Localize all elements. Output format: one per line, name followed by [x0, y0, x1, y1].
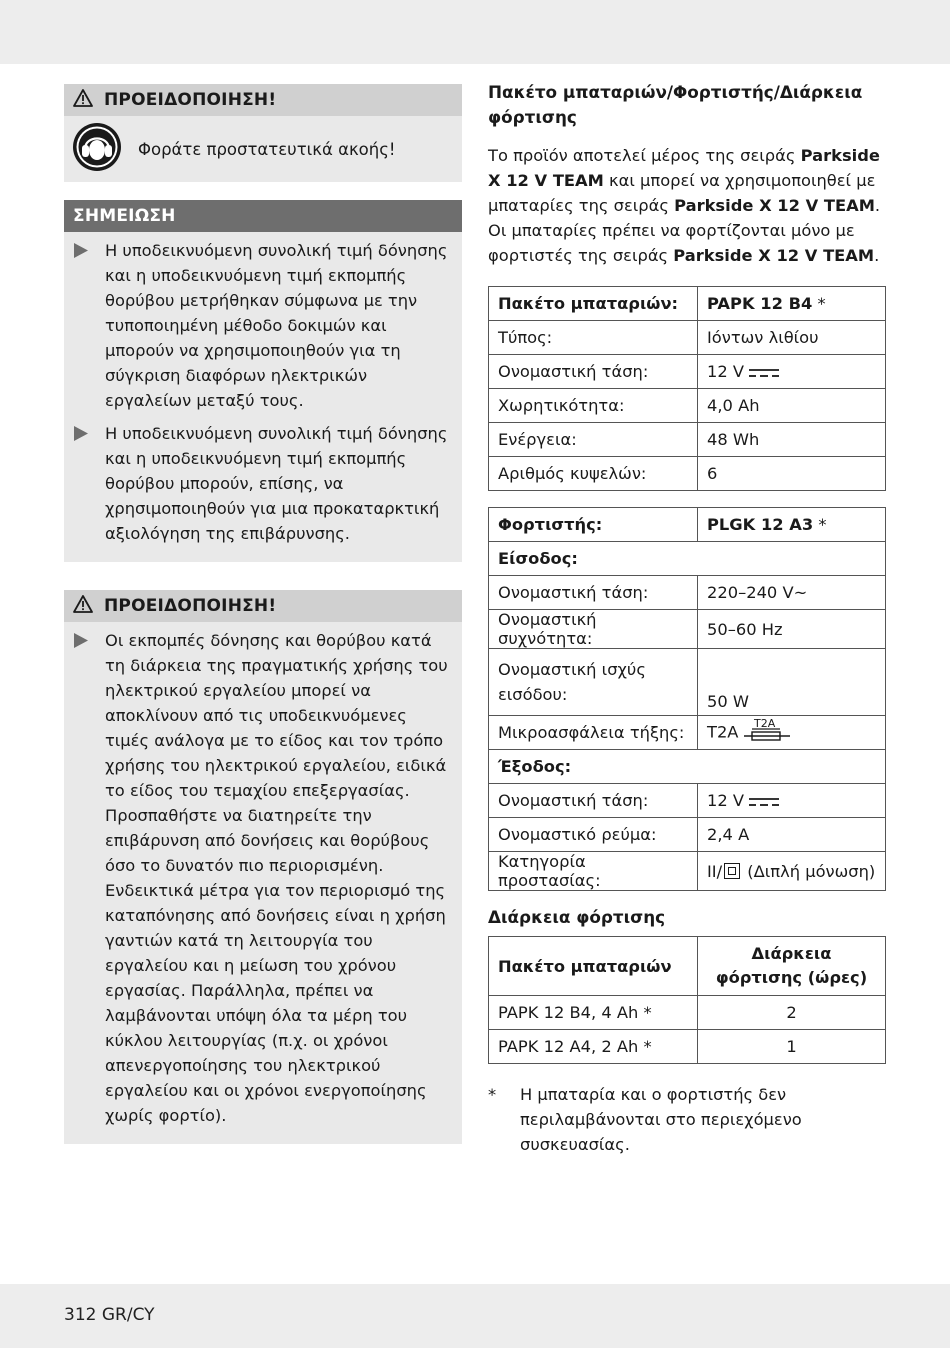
warning-item-text: Οι εκπομπές δόνησης και θορύβου κατά τη διάρκεια της πραγματικής χρήσης του ηλεκτρικού εργαλείου μπορεί να αποκλίνουν από τις υποδεικνυόμενες τιμές ανάλογα με το είδος και τον τρόπο χρήσης του ηλεκτρικού εργαλείου, ειδικά το είδος του τεμαχίου επεξεργασίας.	[105, 631, 448, 800]
ear-protection-icon	[72, 122, 122, 176]
note-box	[64, 200, 462, 562]
charger-header-label: Φορτιστής:	[489, 508, 698, 542]
table-row: Ονομαστική ισχύς εισόδου: 50 W	[489, 649, 886, 716]
warning-header	[64, 590, 462, 622]
right-column	[488, 80, 886, 1157]
table-row: PAPK 12 A4, 2 Ah * 1	[489, 1030, 886, 1064]
top-band	[0, 0, 950, 64]
brand-name: Parkside X 12 V TEAM	[488, 146, 880, 190]
warning-triangle-icon	[73, 595, 95, 618]
table-row: Ενέργεια: 48 Wh	[489, 423, 886, 457]
table-row: Χωρητικότητα: 4,0 Ah	[489, 389, 886, 423]
table-header-row	[489, 937, 886, 996]
charger-header-value: PLGK 12 A3 *	[698, 508, 886, 542]
section-paragraph: Το προϊόν αποτελεί μέρος της σειράς Parkside X 12 V TEAM και μπορεί να χρησιμοποιηθεί με μπαταρίες της σειράς Parkside X 12 V TEAM. Οι μπαταρίες πρέπει να φορτίζονται μόνο με φορτιστές της σειράς Parkside X 12 V TEAM.	[488, 146, 881, 265]
duration-title: Διάρκεια φόρτισης	[488, 907, 666, 927]
brand-name: Parkside X 12 V TEAM	[673, 246, 875, 265]
table-row: Ονομαστικό ρεύμα: 2,4 A	[489, 818, 886, 852]
note-header: ΣΗΜΕΙΩΣΗ	[64, 200, 462, 232]
left-column	[64, 84, 462, 1144]
table-row: Τύπος: Ιόντων λιθίου	[489, 321, 886, 355]
battery-header-label: Πακέτο μπαταριών:	[489, 287, 698, 321]
duration-col-pack: Πακέτο μπαταριών	[489, 937, 698, 996]
warning-box-hearing	[64, 84, 462, 182]
warning-title: ΠΡΟΕΙΔΟΠΟΙΗΣΗ!	[104, 90, 277, 110]
footnote-text: Η μπαταρία και ο φορτιστής δεν περιλαμβάνονται στο περιεχόμενο συσκευασίας.	[520, 1085, 802, 1154]
warning-title: ΠΡΟΕΙΔΟΠΟΙΗΣΗ!	[104, 596, 277, 616]
duration-col-hours: Διάρκεια φόρτισης (ώρες)	[698, 937, 886, 996]
output-section-row: Έξοδος:	[489, 750, 886, 784]
note-item-text: Η υποδεικνυόμενη συνολική τιμή δόνησης και η υποδεικνυόμενη τιμή εκπομπής θορύβου μετρήθηκαν σύμφωνα με την τυποποιημένη μέθοδο δοκιμών και μπορούν να χρησιμοποιηθούν για τη σύγκριση διαφόρων ηλεκτρικών εργαλείων μεταξύ τους.	[105, 241, 448, 410]
hearing-protection-text: Φοράτε προστατευτικά ακοής!	[138, 139, 396, 159]
table-row: Ονομαστική τάση: 12 V	[489, 784, 886, 818]
double-insulation-icon	[724, 863, 740, 879]
table-row: PAPK 12 B4, 4 Ah * 2	[489, 996, 886, 1030]
warning-item	[74, 628, 454, 1128]
hearing-protection-row	[64, 116, 462, 182]
fuse-symbol-icon	[742, 718, 792, 748]
warning-triangle-icon	[73, 89, 95, 112]
input-section-row: Είσοδος:	[489, 542, 886, 576]
charger-spec-table	[488, 507, 886, 891]
table-row: Αριθμός κυψελών: 6	[489, 457, 886, 491]
page-number: 312 GR/CY	[64, 1305, 155, 1325]
table-row: Ονομαστική τάση: 12 V	[489, 355, 886, 389]
table-row: Μικροασφάλεια τήξης: T2A T2A	[489, 716, 886, 750]
warning-box-vibration	[64, 590, 462, 1144]
section-title: Πακέτο μπαταριών/Φορτιστής/Διάρκεια φόρτισης	[488, 82, 863, 127]
footnote-star: *	[488, 1085, 497, 1104]
note-item-text: Η υποδεικνυόμενη συνολική τιμή δόνησης και η υποδεικνυόμενη τιμή εκπομπής θορύβου μπορούν, επίσης, να χρησιμοποιηθούν για μια προκαταρκτική αξιολόγηση της επιβάρυνσης.	[105, 424, 448, 543]
battery-spec-table	[488, 286, 886, 491]
table-row: Ονομαστική συχνότητα: 50–60 Hz	[489, 610, 886, 649]
table-header-row	[489, 287, 886, 321]
bullet-arrow-icon	[74, 238, 105, 413]
warning-list	[64, 622, 462, 1144]
bullet-arrow-icon	[74, 628, 105, 1128]
battery-header-value: PAPK 12 B4 *	[698, 287, 886, 321]
dc-symbol-icon	[748, 363, 780, 382]
warning-header	[64, 84, 462, 116]
footnote	[488, 1082, 886, 1157]
table-header-row	[489, 508, 886, 542]
bullet-arrow-icon	[74, 421, 105, 546]
note-item	[74, 238, 454, 413]
table-row: Ονομαστική τάση: 220–240 V~	[489, 576, 886, 610]
charging-duration-table	[488, 936, 886, 1064]
warning-item-text-2: Προσπαθήστε να διατηρείτε την επιβάρυνση από δονήσεις και θορύβους όσο το δυνατόν πιο περιορισμένη. Ενδεικτικά μέτρα για τον περιορισμό της καταπόνησης από δονήσεις είναι η χρήση γαντιών κατά τη λειτουργία του εργαλείου και η μείωση του χρόνου εργασίας. Παράλληλα, πρέπει να λαμβάνονται υπόψη όλα τα μέρη του κύκλου λειτουργίας (π.χ. οι χρόνοι απενεργοποίησης του ηλεκτρικού εργαλείου και οι χρόνοι ενεργοποίησης χωρίς φορτίο).	[105, 806, 446, 1125]
brand-name: Parkside X 12 V TEAM	[674, 196, 875, 215]
dc-symbol-icon	[748, 792, 780, 811]
note-list	[64, 232, 462, 562]
table-row: Κατηγορία προστασίας: II/ (Διπλή μόνωση)	[489, 852, 886, 891]
note-item	[74, 421, 454, 546]
svg-text:T2A: T2A	[754, 717, 776, 730]
